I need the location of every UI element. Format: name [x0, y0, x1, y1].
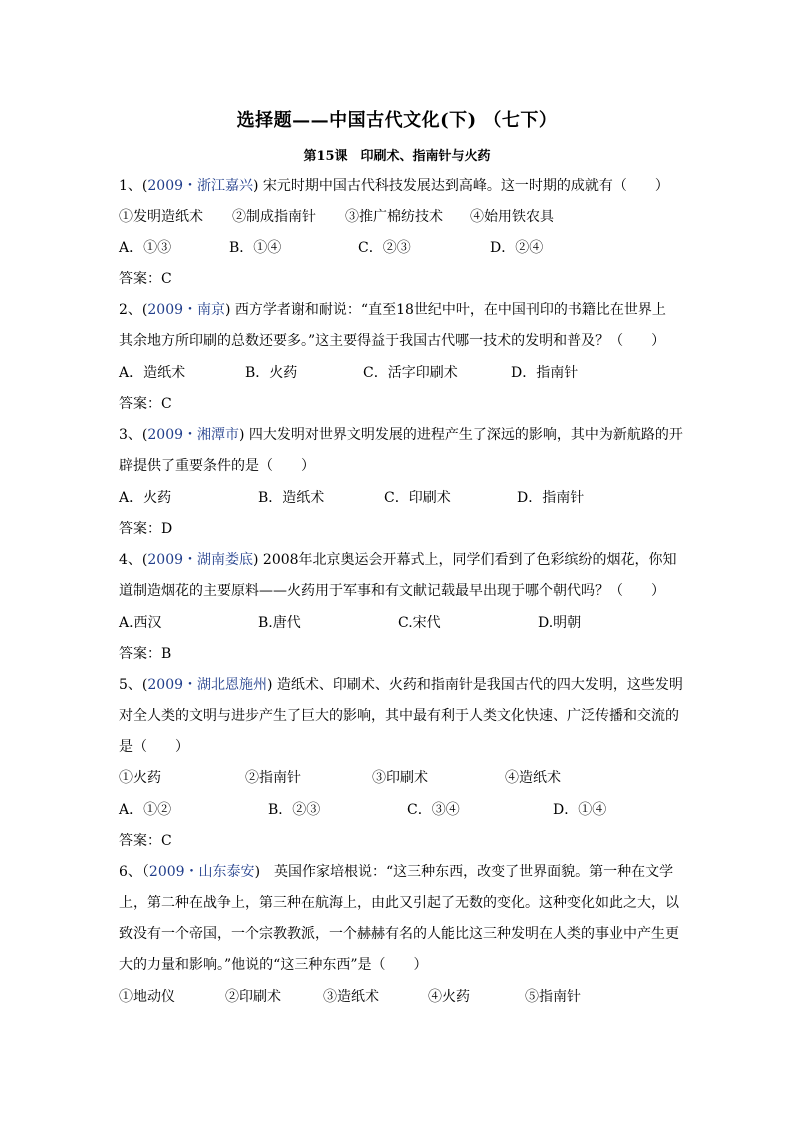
question-1-item: ④始用铁农具	[470, 209, 554, 225]
question-2-option-a: A．造纸术	[119, 365, 186, 381]
question-5-option-c: C．③④	[407, 802, 460, 818]
question-1-item: ②制成指南针	[232, 209, 316, 225]
question-2-answer: 答案：C	[119, 396, 172, 412]
question-6-stem: 6、（2009・山东泰安) 英国作家培根说：“这三种东西，改变了世界面貌。第一种在文学	[119, 864, 674, 880]
question-4-stem-line: 道制造烟花的主要原料——火药用于军事和有文献记载最早出现于哪个朝代吗？（ ）	[119, 583, 665, 599]
question-2-option-c: C．活字印刷术	[363, 365, 458, 381]
question-source: 2009・湖北恩施州	[147, 677, 268, 693]
question-5-stem-line: 对全人类的文明与进步产生了巨大的影响，其中最有利于人类文化快速、广泛传播和交流的	[119, 708, 679, 724]
question-4-option-d: D.明朝	[538, 615, 582, 631]
question-source: 2009・湖南娄底	[147, 552, 254, 568]
question-3-option-a: A．火药	[119, 490, 172, 506]
question-6-stem-line: 上，第二种在战争上，第三种在航海上，由此又引起了无数的变化。这种变化如此之大，以	[119, 895, 679, 911]
question-4-option-c: C.宋代	[398, 615, 441, 631]
question-2-option-b: B．火药	[245, 365, 298, 381]
question-5-stem: 5、(2009・湖北恩施州) 造纸术、印刷术、火药和指南针是我国古代的四大发明，这些发明	[119, 677, 683, 693]
question-5-item: ④造纸术	[505, 770, 561, 786]
question-5-stem-line: 是（ ）	[119, 739, 189, 755]
question-5-option-b: B．②③	[268, 802, 321, 818]
question-3-stem: 3、(2009・湘潭市) 四大发明对世界文明发展的进程产生了深远的影响，其中为新航路的开	[119, 427, 683, 443]
question-1-stem: 1、(2009・浙江嘉兴) 宋元时期中国古代科技发展达到高峰。这一时期的成就有（ ）	[119, 178, 669, 194]
question-5-item: ②指南针	[245, 770, 301, 786]
question-source: 2009・浙江嘉兴	[147, 178, 254, 194]
question-6-item: ②印刷术	[225, 989, 281, 1005]
question-3-option-d: D．指南针	[517, 490, 585, 506]
question-1-option-a: A．①③	[119, 240, 172, 256]
question-6-stem-line: 致没有一个帝国，一个宗教教派，一个赫赫有名的人能比这三种发明在人类的事业中产生更	[119, 926, 679, 942]
question-source: 2009・山东泰安	[148, 864, 255, 880]
question-1-item: ①发明造纸术	[119, 209, 203, 225]
question-6-item: ⑤指南针	[525, 989, 581, 1005]
question-1-item: ③推广棉纺技术	[345, 209, 443, 225]
question-6-item: ③造纸术	[323, 989, 379, 1005]
question-6-stem-line: 大的力量和影响。”他说的“这三种东西”是（ ）	[119, 957, 428, 973]
question-2-stem: 2、(2009・南京) 西方学者谢和耐说：“直至18世纪中叶，在中国刊印的书籍比在世界上	[119, 302, 666, 318]
question-5-item: ③印刷术	[372, 770, 428, 786]
question-4-option-a: A.西汉	[119, 615, 162, 631]
question-1-option-d: D．②④	[490, 240, 544, 256]
question-4-option-b: B.唐代	[258, 615, 301, 631]
question-5-option-d: D．①④	[553, 802, 607, 818]
document-title: 选择题——中国古代文化(下) （七下）	[236, 110, 558, 131]
question-5-item: ①火药	[119, 770, 161, 786]
question-6-item: ④火药	[428, 989, 470, 1005]
question-6-item: ①地动仪	[119, 989, 175, 1005]
question-3-stem-line: 辟提供了重要条件的是（ ）	[119, 458, 315, 474]
question-5-option-a: A．①②	[119, 802, 172, 818]
question-3-option-c: C．印刷术	[384, 490, 451, 506]
question-source: 2009・南京	[147, 302, 226, 318]
question-source: 2009・湘潭市	[147, 427, 240, 443]
question-1-option-b: B．①④	[229, 240, 282, 256]
lesson-subtitle: 第15课 印刷术、指南针与火药	[303, 149, 491, 164]
question-4-answer: 答案：B	[119, 646, 172, 662]
question-1-option-c: C．②③	[358, 240, 411, 256]
question-4-stem: 4、(2009・湖南娄底) 2008年北京奥运会开幕式上，同学们看到了色彩缤纷的烟花，你知	[119, 552, 677, 568]
question-5-answer: 答案：C	[119, 833, 172, 849]
question-2-option-d: D．指南针	[511, 365, 579, 381]
question-3-answer: 答案：D	[119, 521, 173, 537]
question-2-stem-line: 其余地方所印刷的总数还要多。”这主要得益于我国古代哪一技术的发明和普及？（ ）	[119, 333, 666, 349]
question-1-answer: 答案：C	[119, 271, 172, 287]
question-3-option-b: B．造纸术	[258, 490, 325, 506]
